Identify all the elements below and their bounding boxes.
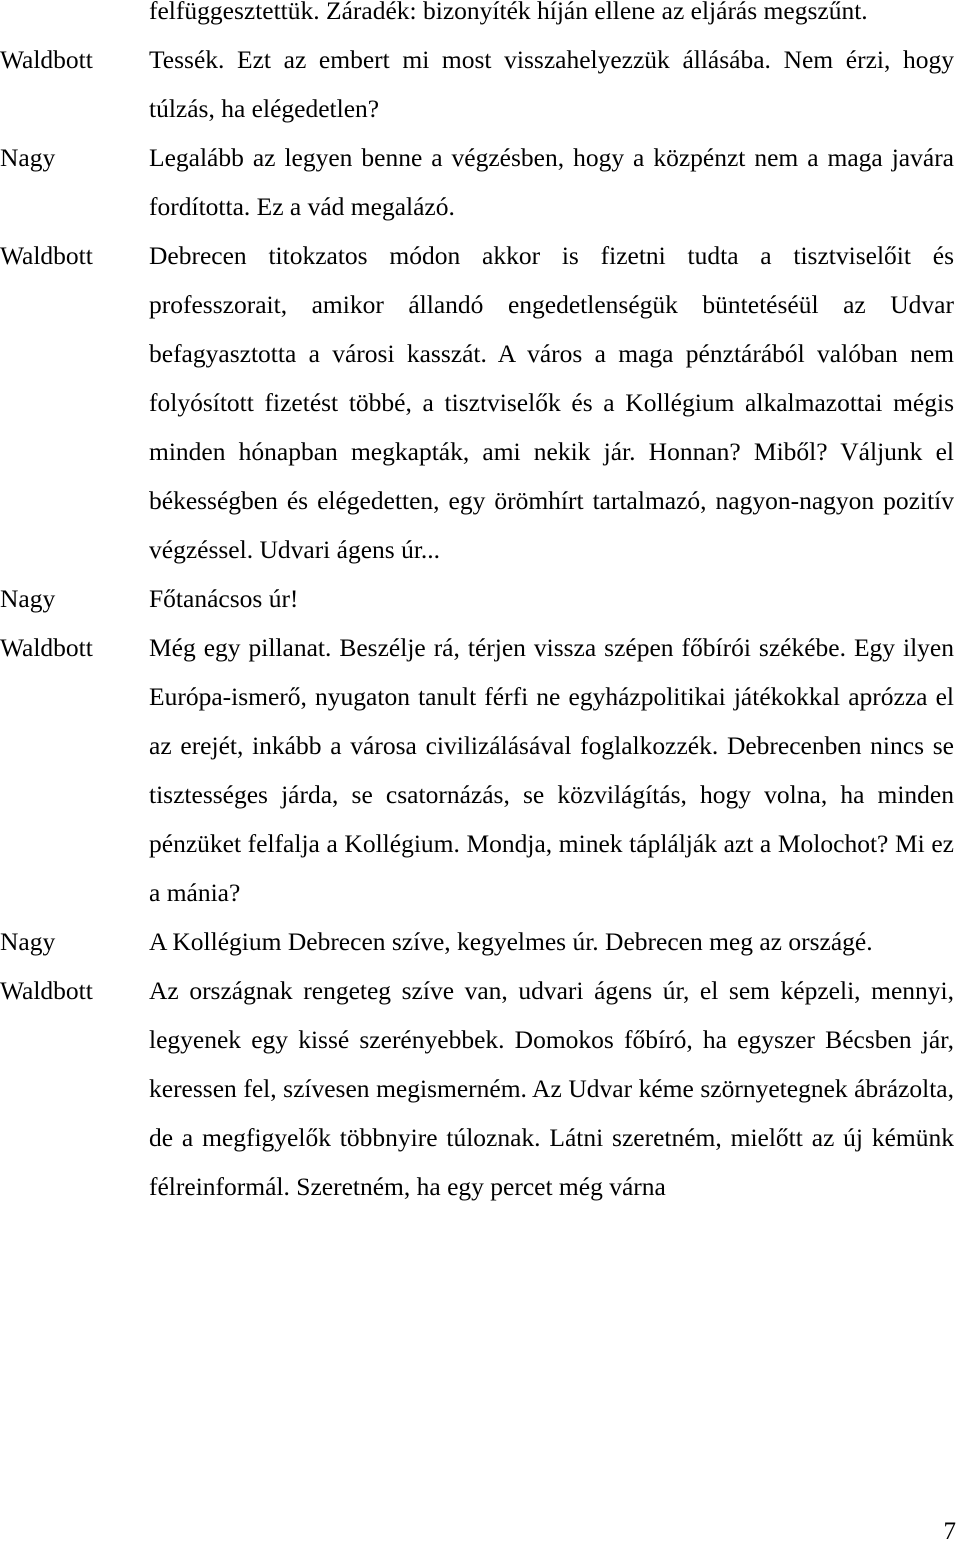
speaker-name: Waldbott bbox=[0, 633, 93, 662]
dialogue-line: A Kollégium Debrecen szíve, kegyelmes úr. Debrecen meg az országé. bbox=[149, 927, 873, 956]
speaker-name: Nagy bbox=[0, 143, 56, 172]
page-number: 7 bbox=[943, 1518, 956, 1545]
dialogue-line: Az országnak rengeteg szíve van, udvari ágens úr, el sem képzeli, mennyi, legyenek egy kissé szerényebbek. Domokos főbíró, ha egyszer Bécsben jár, keressen fel, szívesen megismerném. Az Udvar kéme szörnyetegnek ábrázolta, de a megfigyelők többnyire túloznak. Látni szeretném, mielőtt az új kémünk félreinformál. Szeretném, ha egy percet még várna bbox=[149, 976, 954, 1201]
dialogue-line: Tessék. Ezt az embert mi most visszahelyezzük állásába. Nem érzi, hogy túlzás, ha elégedetlen? bbox=[149, 45, 954, 123]
speaker-name: Waldbott bbox=[0, 45, 93, 74]
dialogue-entry bbox=[0, 574, 960, 623]
dialogue-entry bbox=[0, 35, 960, 133]
dialogue-line: Debrecen titokzatos módon akkor is fizetni tudta a tisztviselőit és professzorait, amikor állandó engedetlenségük büntetéséül az Udvar befagyasztotta a városi kasszát. A város a maga pénztárából valóban nem folyósított fizetést többé, a tisztviselők és a Kollégium alkalmazottai mégis minden hónapban megkapták, ami nekik jár. Honnan? Miből? Váljunk el békességben és elégedetten, egy örömhírt tartalmazó, nagyon-nagyon pozitív végzéssel. Udvari ágens úr... bbox=[149, 241, 954, 564]
dialogue-entry bbox=[0, 917, 960, 966]
speaker-name: Waldbott bbox=[0, 241, 93, 270]
dialogue-line: Még egy pillanat. Beszélje rá, térjen vissza szépen főbírói székébe. Egy ilyen Európa-ismerő, nyugaton tanult férfi ne egyházpolitikai játékokkal aprózza el az erejét, inkább a városa civilizálásával foglalkozzék. Debrecenben nincs se tisztességes járda, se csatornázás, se közvilágítás, hogy volna, ha minden pénzüket felfalja a Kollégium. Mondja, minek táplálják azt a Molochot? Mi ez a mánia? bbox=[149, 633, 954, 907]
dialogue-line: felfüggesztettük. Záradék: bizonyíték híján ellene az eljárás megszűnt. bbox=[149, 0, 868, 25]
dialogue-entry bbox=[0, 966, 960, 1211]
speaker-name: Nagy bbox=[0, 584, 56, 613]
dialogue-entry bbox=[0, 0, 960, 35]
dialogue-entry bbox=[0, 623, 960, 917]
dialogue-entry bbox=[0, 231, 960, 574]
speaker-name: Waldbott bbox=[0, 976, 93, 1005]
speaker-name: Nagy bbox=[0, 927, 56, 956]
dialogue-line: Legalább az legyen benne a végzésben, hogy a közpénzt nem a maga javára fordította. Ez a vád megalázó. bbox=[149, 143, 954, 221]
dialogue-entry bbox=[0, 133, 960, 231]
dialogue-line: Főtanácsos úr! bbox=[149, 584, 299, 613]
